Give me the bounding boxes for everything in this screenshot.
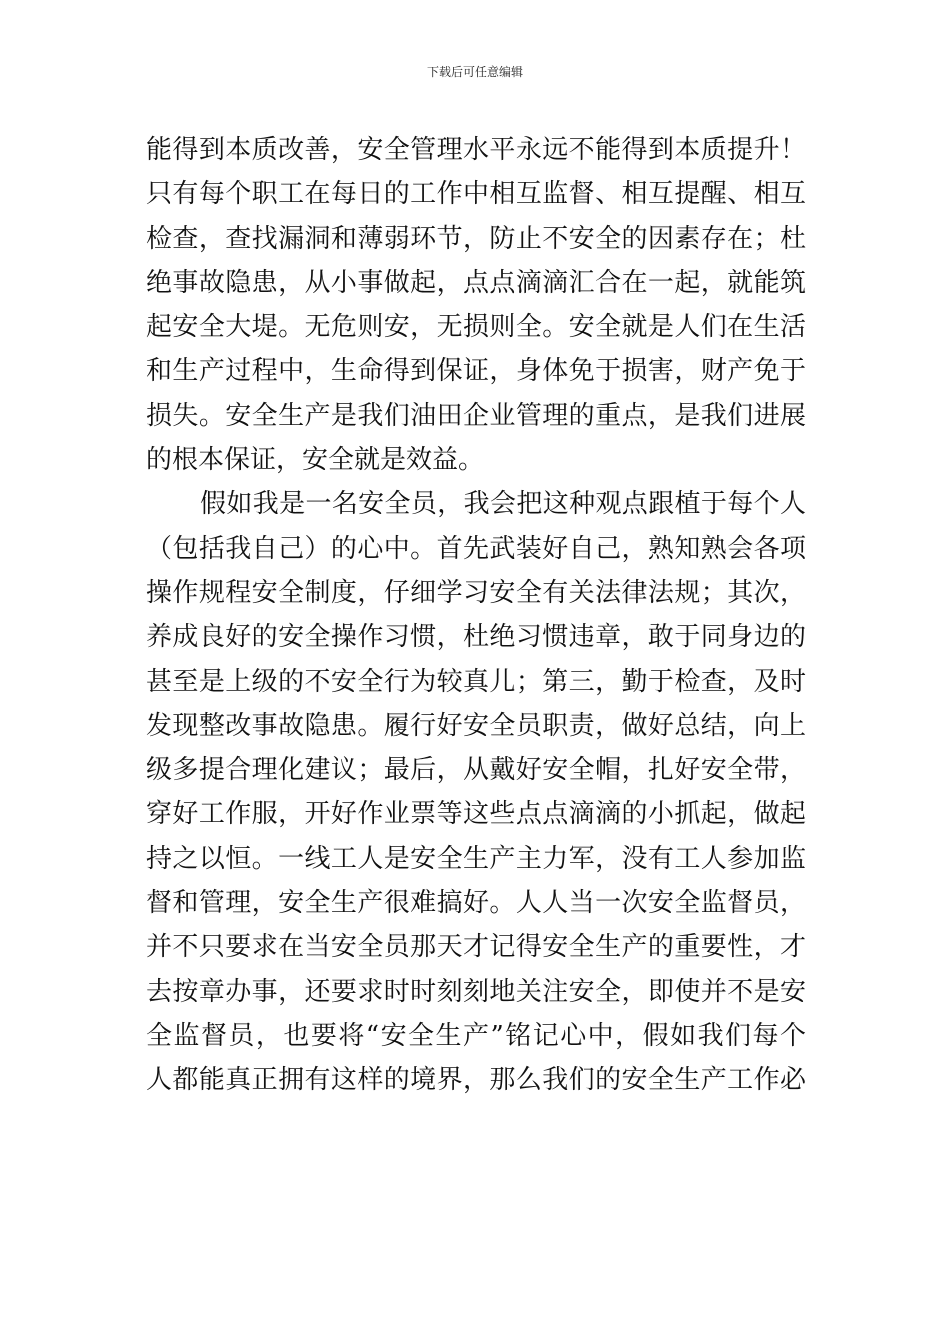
text-line: 发现整改事故隐患。履行好安全员职责，做好总结，向上 — [146, 710, 806, 741]
text-line: 的根本保证，安全就是效益。 — [146, 445, 485, 476]
text-line: 全监督员，也要将“安全生产”铭记心中，假如我们每个 — [146, 1020, 806, 1051]
paragraph — [146, 482, 806, 1102]
text-line: 损失。安全生产是我们油田企业管理的重点，是我们进展 — [146, 400, 806, 431]
text-line: 起安全大堤。无危则安，无损则全。安全就是人们在生活 — [146, 312, 806, 343]
text-line: 去按章办事，还要求时时刻刻地关注安全，即使并不是安 — [146, 976, 806, 1007]
text-line: 和生产过程中，生命得到保证，身体免于损害，财产免于 — [146, 356, 806, 387]
text-line: 人都能真正拥有这样的境界，那么我们的安全生产工作必 — [146, 1065, 806, 1096]
text-line: 督和管理，安全生产很难搞好。人人当一次安全监督员， — [146, 888, 806, 919]
text-line: 穿好工作服，开好作业票等这些点点滴滴的小抓起，做起 — [146, 799, 806, 830]
text-line: 能得到本质改善，安全管理水平永远不能得到本质提升！ — [146, 135, 806, 165]
text-line: 养成良好的安全操作习惯，杜绝习惯违章，敢于同身边的 — [146, 622, 806, 653]
page-header: 下载后可任意编辑 — [426, 65, 523, 79]
text-line: 操作规程安全制度，仔细学习安全有关法律法规；其次， — [146, 577, 806, 608]
text-line: 级多提合理化建议；最后，从戴好安全帽，扎好安全带， — [146, 755, 806, 786]
text-line: 假如我是一名安全员，我会把这种观点跟植于每个人 — [200, 489, 806, 520]
paragraph — [146, 128, 806, 482]
text-line: 持之以恒。一线工人是安全生产主力军，没有工人参加监 — [146, 843, 806, 874]
document-body — [146, 128, 806, 1103]
text-line: 绝事故隐患，从小事做起，点点滴滴汇合在一起，就能筑 — [146, 267, 806, 298]
text-line: （包括我自己）的心中。首先武装好自己，熟知熟会各项 — [146, 533, 806, 564]
text-line: 并不只要求在当安全员那天才记得安全生产的重要性，才 — [146, 932, 806, 963]
text-line: 甚至是上级的不安全行为较真儿；第三，勤于检查，及时 — [146, 666, 806, 697]
text-line: 检查，查找漏洞和薄弱环节，防止不安全的因素存在；杜 — [146, 223, 806, 254]
text-line: 只有每个职工在每日的工作中相互监督、相互提醒、相互 — [146, 179, 806, 210]
